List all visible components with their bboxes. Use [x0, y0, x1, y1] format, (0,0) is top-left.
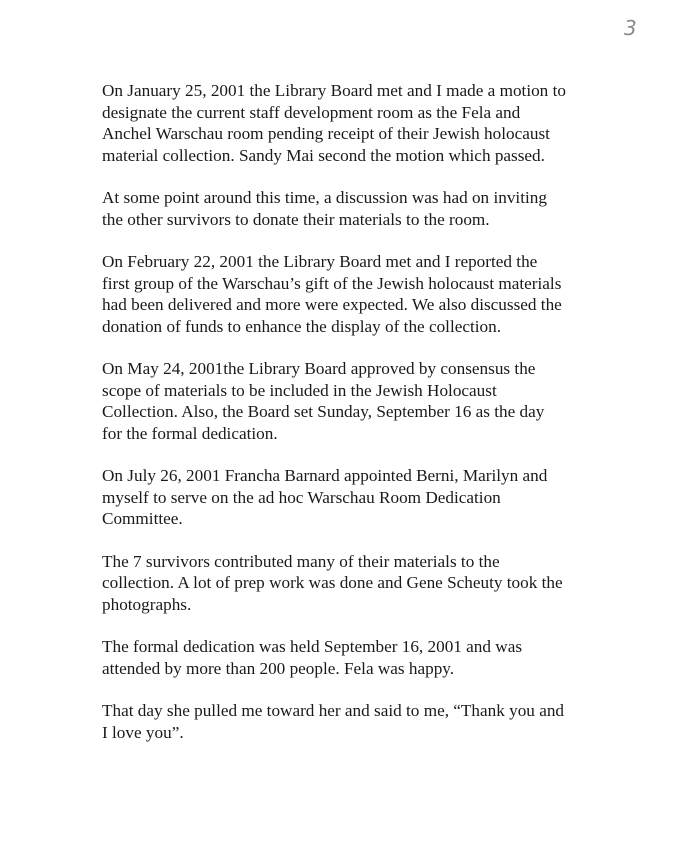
paragraph-february-meeting: On February 22, 2001 the Library Board met and I reported the first group of the Warschau’s gift of the Jewish holocaust materials had been delivered and more were expected. We also discussed the donation of funds to enhance the display of the collection.	[102, 252, 562, 336]
paragraph-thank-you: That day she pulled me toward her and said to me, “Thank you and I love you”.	[102, 701, 565, 742]
document-body	[102, 80, 602, 743]
page-number: 3	[624, 16, 637, 40]
paragraph-library-board-motion: On January 25, 2001 the Library Board met and I made a motion to designate the current staff development room as the Fela and Anchel Warschau room pending receipt of their Jewish holocaust material collection. Sandy Mai second the motion which passed.	[102, 81, 566, 165]
paragraph-dedication-committee: On July 26, 2001 Francha Barnard appointed Berni, Marilyn and myself to serve on the ad hoc Warschau Room Dedication Committee.	[102, 466, 548, 528]
paragraph-survivors-discussion: At some point around this time, a discussion was had on inviting the other survivors to donate their materials to the room.	[102, 188, 547, 229]
paragraph-formal-dedication: The formal dedication was held September 16, 2001 and was attended by more than 200 people. Fela was happy.	[102, 637, 523, 678]
paragraph-may-approval: On May 24, 2001the Library Board approved by consensus the scope of materials to be included in the Jewish Holocaust Collection. Also, the Board set Sunday, September 16 as the day for the formal dedication.	[102, 359, 545, 443]
paragraph-survivor-contributions: The 7 survivors contributed many of their materials to the collection. A lot of prep work was done and Gene Scheuty took the photographs.	[102, 551, 563, 614]
